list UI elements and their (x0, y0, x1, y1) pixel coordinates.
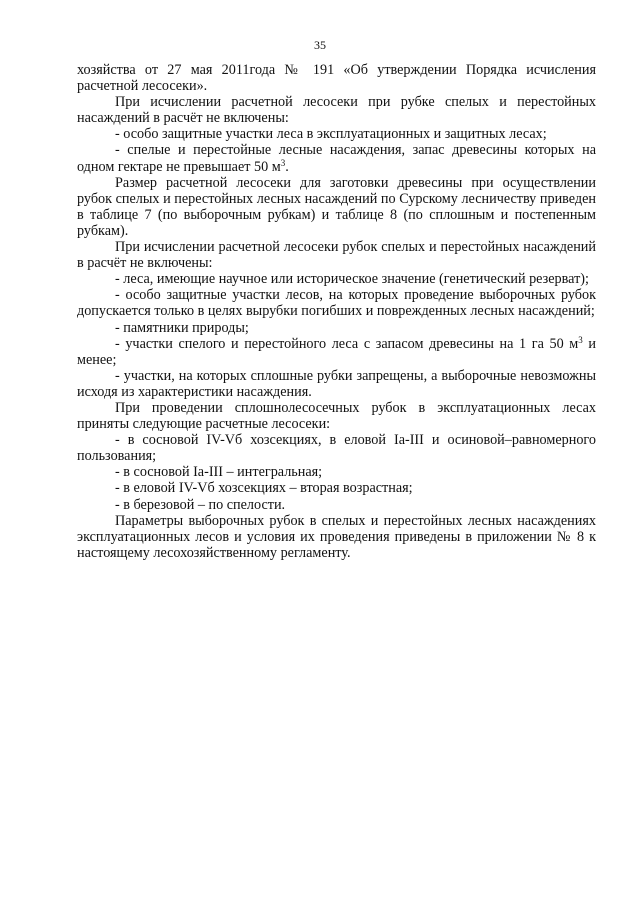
paragraph-3 (77, 142, 596, 174)
paragraph-2 (77, 126, 596, 142)
paragraph-8 (77, 320, 596, 336)
paragraph-text: - спелые и перестойные лесные насаждения, запас древесины которых на одном гектаре не превышает 50 м (77, 142, 596, 175)
paragraph-4 (77, 175, 596, 239)
paragraph-text: хозяйства от 27 мая 2011года № 191 «Об утверждении Порядка исчисления расчетной лесосеки». (77, 62, 596, 95)
paragraph-text: Параметры выборочных рубок в спелых и перестойных лесных насаждениях эксплуатационных лесов и условия их проведения приведены в приложении № 8 к настоящему лесохозяйственному регламенту. (77, 512, 596, 561)
superscript-unit: 3 (280, 157, 286, 168)
paragraph-11 (77, 400, 596, 432)
paragraph-6 (77, 271, 596, 287)
page-number: 35 (314, 38, 326, 52)
paragraph-15 (77, 497, 596, 513)
paragraph-text: - особо защитные участки леса в эксплуатационных и защитных лесах; (115, 126, 547, 143)
paragraph-text: - в еловой IV-Vб хозсекциях – вторая возрастная; (115, 480, 413, 497)
paragraph-text: При исчислении расчетной лесосеки рубок спелых и перестойных насаждений в расчёт не включены: (77, 239, 596, 272)
superscript-unit: 3 (578, 334, 583, 345)
paragraph-text: - в сосновой IV-Vб хозсекциях, в еловой Iа-III и осиновой–равномерного пользования; (77, 432, 596, 465)
paragraph-text: - участки, на которых сплошные рубки запрещены, а выборочные невозможны исходя из характеристики насаждения. (77, 367, 596, 400)
paragraph-10 (77, 368, 596, 400)
paragraph-text: - в березовой – по спелости. (115, 496, 286, 513)
paragraph-12 (77, 432, 596, 464)
paragraph-13 (77, 464, 596, 480)
paragraph-5 (77, 239, 596, 271)
paragraph-0 (77, 62, 596, 94)
paragraph-text: - участки спелого и перестойного леса с запасом древесины на 1 га 50 м (115, 335, 579, 352)
document-body (77, 62, 596, 561)
paragraph-text: При проведении сплошнолесосечных рубок в эксплуатационных лесах приняты следующие расчетные лесосеки: (77, 399, 596, 433)
paragraph-14 (77, 480, 596, 496)
paragraph-text-tail: . (285, 158, 289, 175)
paragraph-text: - памятники природы; (115, 319, 249, 336)
paragraph-text-tail: и менее; (77, 335, 597, 368)
paragraph-text: Размер расчетной лесосеки для заготовки древесины при осуществлении рубок спелых и перестойных лесных насаждений по Сурскому лесничеству приведен в таблице 7 (по выборочным рубкам) и таблице 8 (по сплошным и постепенным рубкам). (77, 174, 596, 239)
paragraph-text: - леса, имеющие научное или историческое значение (генетический резерват); (115, 271, 589, 288)
paragraph-text: - особо защитные участки лесов, на которых проведение выборочных рубок допускается только в целях вырубки погибших и поврежденных лесных насаждений; (77, 287, 596, 320)
paragraph-text: При исчислении расчетной лесосеки при рубке спелых и перестойных насаждений в расчёт не включены: (77, 94, 596, 127)
paragraph-16 (77, 513, 596, 561)
paragraph-7 (77, 287, 596, 319)
paragraph-9 (77, 336, 596, 368)
paragraph-text: - в сосновой Iа-III – интегральная; (115, 464, 323, 481)
paragraph-1 (77, 94, 596, 126)
